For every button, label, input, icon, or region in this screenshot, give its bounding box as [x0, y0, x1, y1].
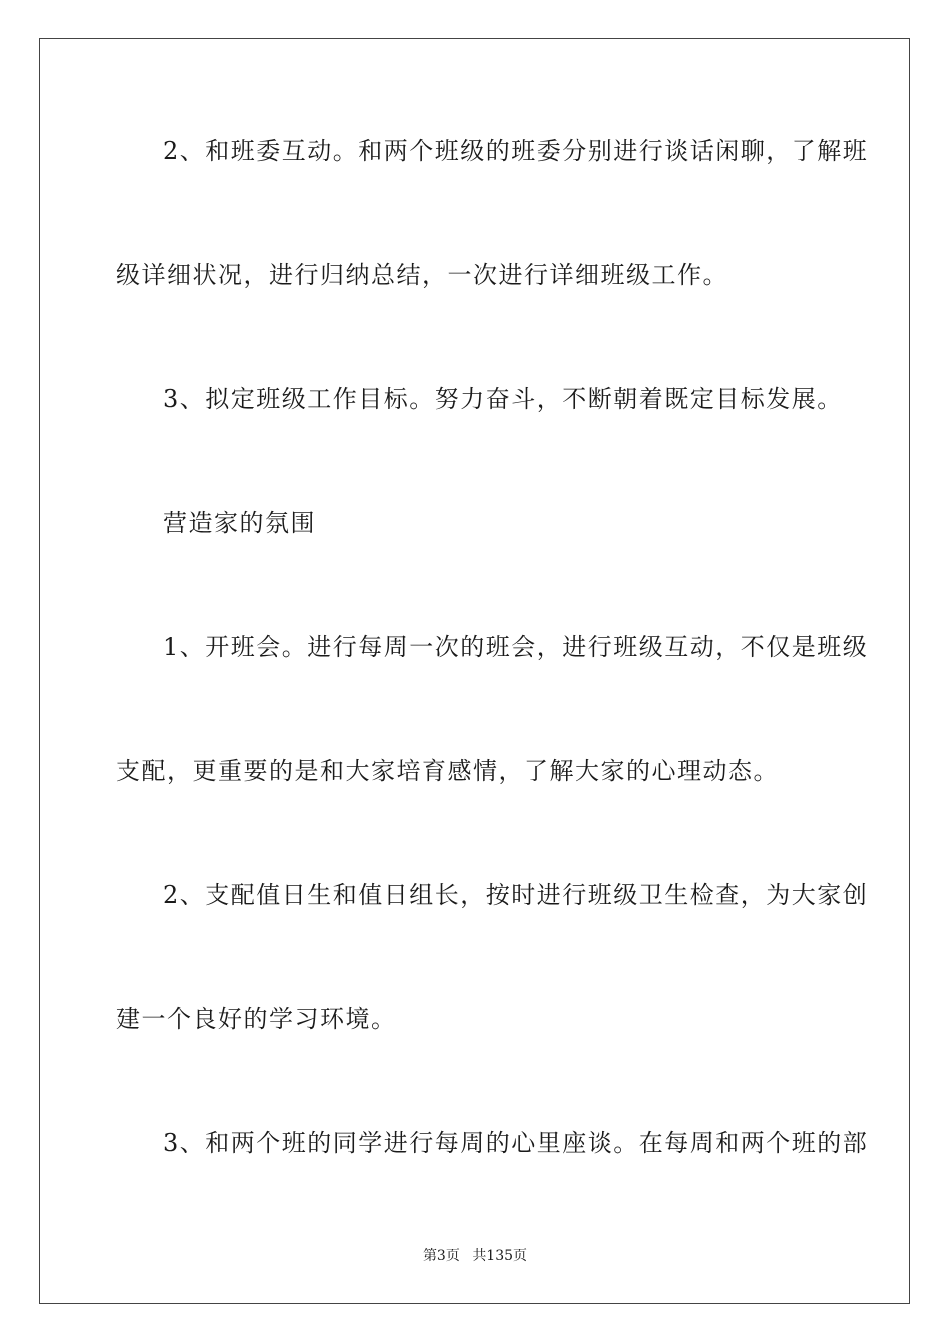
page-number: 第3页	[422, 1248, 460, 1264]
total-pages: 共135页	[472, 1248, 528, 1264]
paragraph-line: 1、开班会。进行每周一次的班会，进行班级互动，不仅是班级	[163, 633, 869, 661]
paragraph-line: 2、支配值日生和值日组长，按时进行班级卫生检查，为大家创	[163, 881, 869, 909]
page-frame	[39, 38, 910, 1304]
paragraph-line: 建一个良好的学习环境。	[116, 1005, 397, 1033]
page-footer	[0, 1247, 950, 1265]
paragraph-line: 支配，更重要的是和大家培育感情，了解大家的心理动态。	[116, 757, 779, 785]
section-heading: 营造家的氛围	[163, 509, 316, 537]
paragraph-line: 2、和班委互动。和两个班级的班委分别进行谈话闲聊，了解班	[163, 137, 869, 165]
paragraph-line: 级详细状况，进行归纳总结，一次进行详细班级工作。	[116, 261, 728, 289]
paragraph-line: 3、拟定班级工作目标。努力奋斗，不断朝着既定目标发展。	[163, 385, 843, 413]
paragraph-line: 3、和两个班的同学进行每周的心里座谈。在每周和两个班的部	[163, 1129, 869, 1157]
